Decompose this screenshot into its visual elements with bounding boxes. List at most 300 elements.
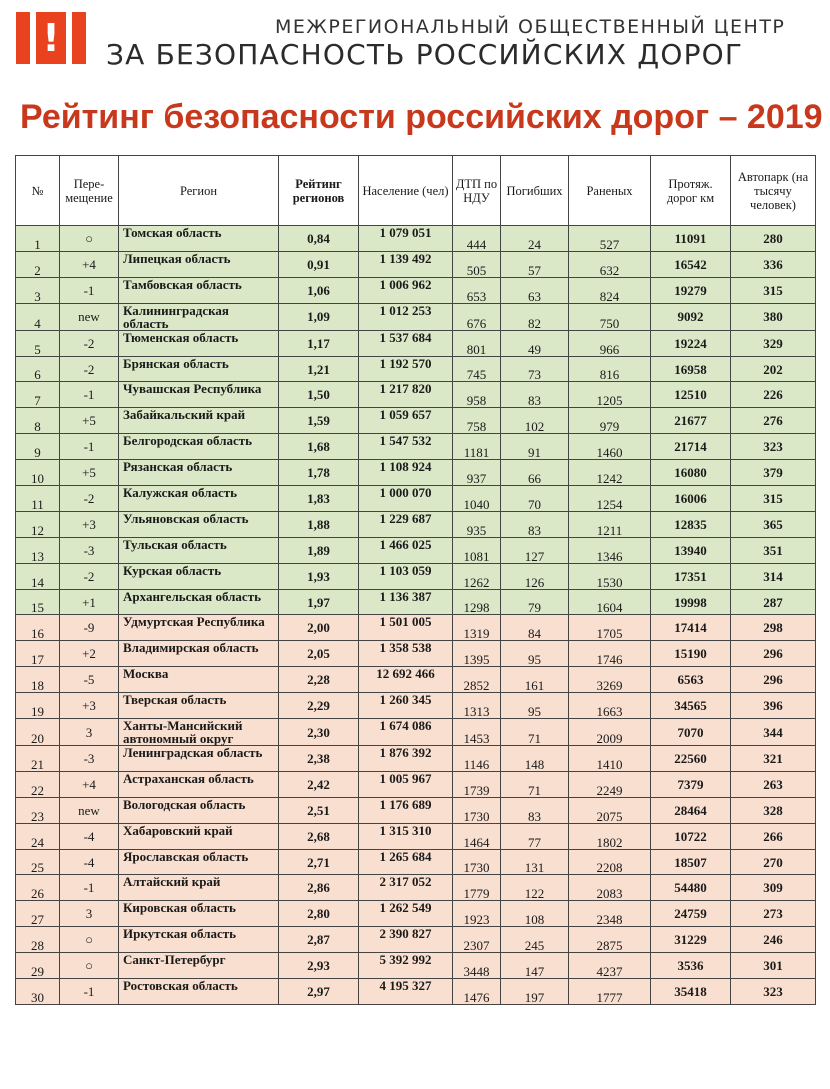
col-header-score: Рейтинг регионов <box>279 156 359 226</box>
cell-movement: -1 <box>60 875 119 901</box>
cell-movement: +3 <box>60 693 119 719</box>
cell-dead: 57 <box>501 251 569 277</box>
cell-injured: 527 <box>569 226 651 252</box>
logo-left-bar <box>30 12 36 64</box>
cell-population: 2 390 827 <box>359 927 453 953</box>
cell-population: 1 537 684 <box>359 330 453 356</box>
cell-score: 0,84 <box>279 226 359 252</box>
cell-dead: 126 <box>501 563 569 589</box>
cell-dead: 70 <box>501 486 569 512</box>
logo-right-bar <box>66 12 72 64</box>
cell-road-length: 17351 <box>651 563 731 589</box>
cell-road-length: 31229 <box>651 927 731 953</box>
col-header-fleet: Автопарк (на тысячу человек) <box>731 156 816 226</box>
table-row <box>16 849 816 875</box>
cell-dead: 127 <box>501 537 569 563</box>
col-header-accidents: ДТП по НДУ <box>453 156 501 226</box>
table-row <box>16 563 816 589</box>
header-row <box>16 156 816 226</box>
cell-fleet: 266 <box>731 823 816 849</box>
cell-injured: 1777 <box>569 979 651 1005</box>
cell-region: Брянская область <box>119 356 279 382</box>
cell-accidents: 1146 <box>453 746 501 772</box>
table-row <box>16 226 816 252</box>
table-row <box>16 330 816 356</box>
cell-fleet: 298 <box>731 615 816 641</box>
table-row <box>16 797 816 823</box>
cell-score: 2,00 <box>279 615 359 641</box>
cell-region: Калининградская область <box>119 303 279 330</box>
table-row <box>16 615 816 641</box>
cell-population: 1 501 005 <box>359 615 453 641</box>
cell-road-length: 17414 <box>651 615 731 641</box>
cell-score: 2,93 <box>279 953 359 979</box>
cell-road-length: 16542 <box>651 251 731 277</box>
cell-accidents: 801 <box>453 330 501 356</box>
cell-movement: -9 <box>60 615 119 641</box>
cell-score: 2,42 <box>279 771 359 797</box>
cell-fleet: 336 <box>731 251 816 277</box>
cell-population: 1 079 051 <box>359 226 453 252</box>
cell-fleet: 202 <box>731 356 816 382</box>
cell-dead: 147 <box>501 953 569 979</box>
cell-dead: 108 <box>501 901 569 927</box>
cell-dead: 71 <box>501 771 569 797</box>
cell-population: 2 317 052 <box>359 875 453 901</box>
cell-movement: +5 <box>60 460 119 486</box>
table-row <box>16 408 816 434</box>
cell-road-length: 34565 <box>651 693 731 719</box>
cell-num: 13 <box>16 537 60 563</box>
cell-road-length: 18507 <box>651 849 731 875</box>
cell-population: 5 392 992 <box>359 953 453 979</box>
cell-num: 26 <box>16 875 60 901</box>
cell-accidents: 444 <box>453 226 501 252</box>
cell-num: 23 <box>16 797 60 823</box>
cell-road-length: 3536 <box>651 953 731 979</box>
cell-population: 1 192 570 <box>359 356 453 382</box>
cell-movement: +4 <box>60 771 119 797</box>
cell-dead: 83 <box>501 797 569 823</box>
table-row <box>16 511 816 537</box>
cell-movement: ○ <box>60 953 119 979</box>
cell-injured: 632 <box>569 251 651 277</box>
exclamation-icon: ! <box>42 16 60 60</box>
cell-score: 2,38 <box>279 746 359 772</box>
cell-num: 21 <box>16 746 60 772</box>
cell-dead: 95 <box>501 693 569 719</box>
cell-num: 11 <box>16 486 60 512</box>
cell-region: Ростовская область <box>119 979 279 1005</box>
cell-num: 30 <box>16 979 60 1005</box>
cell-injured: 2009 <box>569 719 651 746</box>
cell-dead: 66 <box>501 460 569 486</box>
cell-injured: 2083 <box>569 875 651 901</box>
cell-injured: 1410 <box>569 746 651 772</box>
cell-dead: 79 <box>501 589 569 615</box>
cell-road-length: 19224 <box>651 330 731 356</box>
cell-fleet: 323 <box>731 979 816 1005</box>
cell-road-length: 16958 <box>651 356 731 382</box>
cell-injured: 2249 <box>569 771 651 797</box>
cell-fleet: 380 <box>731 303 816 330</box>
cell-num: 17 <box>16 641 60 667</box>
cell-population: 1 547 532 <box>359 434 453 460</box>
cell-score: 2,80 <box>279 901 359 927</box>
cell-fleet: 280 <box>731 226 816 252</box>
cell-num: 3 <box>16 277 60 303</box>
cell-road-length: 22560 <box>651 746 731 772</box>
cell-road-length: 28464 <box>651 797 731 823</box>
cell-population: 12 692 466 <box>359 667 453 693</box>
cell-injured: 2075 <box>569 797 651 823</box>
cell-injured: 3269 <box>569 667 651 693</box>
cell-population: 1 136 387 <box>359 589 453 615</box>
cell-accidents: 1181 <box>453 434 501 460</box>
cell-population: 1 000 070 <box>359 486 453 512</box>
cell-fleet: 396 <box>731 693 816 719</box>
cell-score: 2,51 <box>279 797 359 823</box>
cell-injured: 1663 <box>569 693 651 719</box>
cell-road-length: 6563 <box>651 667 731 693</box>
table-row <box>16 537 816 563</box>
cell-fleet: 296 <box>731 641 816 667</box>
cell-injured: 816 <box>569 356 651 382</box>
cell-road-length: 10722 <box>651 823 731 849</box>
cell-region: Рязанская область <box>119 460 279 486</box>
cell-fleet: 270 <box>731 849 816 875</box>
cell-dead: 24 <box>501 226 569 252</box>
cell-score: 2,97 <box>279 979 359 1005</box>
cell-movement: +5 <box>60 408 119 434</box>
cell-num: 8 <box>16 408 60 434</box>
cell-road-length: 7379 <box>651 771 731 797</box>
cell-fleet: 315 <box>731 486 816 512</box>
cell-accidents: 1730 <box>453 849 501 875</box>
cell-dead: 84 <box>501 615 569 641</box>
cell-score: 1,88 <box>279 511 359 537</box>
cell-dead: 102 <box>501 408 569 434</box>
cell-accidents: 958 <box>453 382 501 408</box>
cell-movement: -4 <box>60 849 119 875</box>
table-row <box>16 641 816 667</box>
cell-movement: ○ <box>60 927 119 953</box>
cell-road-length: 24759 <box>651 901 731 927</box>
cell-fleet: 296 <box>731 667 816 693</box>
cell-num: 25 <box>16 849 60 875</box>
table-row <box>16 251 816 277</box>
cell-fleet: 344 <box>731 719 816 746</box>
cell-region: Вологодская область <box>119 797 279 823</box>
cell-fleet: 226 <box>731 382 816 408</box>
cell-injured: 1705 <box>569 615 651 641</box>
table-row <box>16 667 816 693</box>
cell-score: 1,17 <box>279 330 359 356</box>
cell-region: Удмуртская Республика <box>119 615 279 641</box>
cell-score: 1,68 <box>279 434 359 460</box>
org-name-line1: МЕЖРЕГИОНАЛЬНЫЙ ОБЩЕСТВЕННЫЙ ЦЕНТР <box>275 16 786 38</box>
cell-movement: 3 <box>60 719 119 746</box>
cell-accidents: 935 <box>453 511 501 537</box>
col-header-move: Пере-мещение <box>60 156 119 226</box>
cell-num: 22 <box>16 771 60 797</box>
cell-injured: 2208 <box>569 849 651 875</box>
cell-movement: -1 <box>60 382 119 408</box>
cell-injured: 1346 <box>569 537 651 563</box>
cell-region: Астраханская область <box>119 771 279 797</box>
cell-movement: -2 <box>60 563 119 589</box>
cell-road-length: 15190 <box>651 641 731 667</box>
cell-num: 24 <box>16 823 60 849</box>
table-row <box>16 589 816 615</box>
cell-accidents: 937 <box>453 460 501 486</box>
table-row <box>16 927 816 953</box>
cell-region: Ульяновская область <box>119 511 279 537</box>
table-row <box>16 771 816 797</box>
cell-region: Ярославская область <box>119 849 279 875</box>
table-row <box>16 460 816 486</box>
col-header-region: Регион <box>119 156 279 226</box>
cell-injured: 750 <box>569 303 651 330</box>
cell-dead: 131 <box>501 849 569 875</box>
cell-num: 20 <box>16 719 60 746</box>
cell-fleet: 309 <box>731 875 816 901</box>
cell-score: 2,29 <box>279 693 359 719</box>
table-row <box>16 719 816 746</box>
cell-road-length: 16080 <box>651 460 731 486</box>
cell-accidents: 505 <box>453 251 501 277</box>
cell-population: 1 674 086 <box>359 719 453 746</box>
cell-num: 10 <box>16 460 60 486</box>
table-row <box>16 486 816 512</box>
cell-road-length: 16006 <box>651 486 731 512</box>
cell-num: 19 <box>16 693 60 719</box>
cell-population: 1 466 025 <box>359 537 453 563</box>
cell-score: 1,59 <box>279 408 359 434</box>
cell-region: Ханты-Мансийский автономный округ <box>119 719 279 746</box>
cell-score: 2,05 <box>279 641 359 667</box>
cell-score: 2,86 <box>279 875 359 901</box>
cell-movement: ○ <box>60 226 119 252</box>
table-body <box>16 226 816 1005</box>
cell-injured: 4237 <box>569 953 651 979</box>
cell-score: 2,71 <box>279 849 359 875</box>
cell-movement: -1 <box>60 434 119 460</box>
cell-accidents: 1298 <box>453 589 501 615</box>
cell-accidents: 2852 <box>453 667 501 693</box>
cell-num: 1 <box>16 226 60 252</box>
cell-population: 1 358 538 <box>359 641 453 667</box>
cell-road-length: 35418 <box>651 979 731 1005</box>
table-row <box>16 746 816 772</box>
cell-score: 1,78 <box>279 460 359 486</box>
cell-fleet: 314 <box>731 563 816 589</box>
cell-injured: 1604 <box>569 589 651 615</box>
cell-accidents: 1040 <box>453 486 501 512</box>
col-header-num: № <box>16 156 60 226</box>
cell-population: 1 229 687 <box>359 511 453 537</box>
cell-injured: 2875 <box>569 927 651 953</box>
table-row <box>16 875 816 901</box>
cell-injured: 1460 <box>569 434 651 460</box>
cell-score: 0,91 <box>279 251 359 277</box>
cell-dead: 148 <box>501 746 569 772</box>
cell-fleet: 321 <box>731 746 816 772</box>
cell-region: Белгородская область <box>119 434 279 460</box>
cell-injured: 1211 <box>569 511 651 537</box>
cell-population: 1 315 310 <box>359 823 453 849</box>
cell-road-length: 21677 <box>651 408 731 434</box>
cell-region: Липецкая область <box>119 251 279 277</box>
cell-region: Санкт-Петербург <box>119 953 279 979</box>
cell-road-length: 19998 <box>651 589 731 615</box>
cell-fleet: 351 <box>731 537 816 563</box>
cell-fleet: 263 <box>731 771 816 797</box>
cell-accidents: 1081 <box>453 537 501 563</box>
cell-dead: 73 <box>501 356 569 382</box>
cell-dead: 122 <box>501 875 569 901</box>
cell-dead: 82 <box>501 303 569 330</box>
cell-accidents: 1395 <box>453 641 501 667</box>
cell-dead: 71 <box>501 719 569 746</box>
cell-score: 1,50 <box>279 382 359 408</box>
cell-movement: -1 <box>60 277 119 303</box>
cell-movement: -3 <box>60 537 119 563</box>
cell-population: 1 260 345 <box>359 693 453 719</box>
cell-dead: 83 <box>501 511 569 537</box>
cell-region: Кировская область <box>119 901 279 927</box>
table-row <box>16 277 816 303</box>
cell-movement: -2 <box>60 356 119 382</box>
rating-table <box>15 155 816 1005</box>
table-header <box>16 156 816 226</box>
cell-road-length: 9092 <box>651 303 731 330</box>
cell-num: 5 <box>16 330 60 356</box>
cell-injured: 1205 <box>569 382 651 408</box>
cell-accidents: 1262 <box>453 563 501 589</box>
cell-accidents: 1319 <box>453 615 501 641</box>
cell-num: 16 <box>16 615 60 641</box>
cell-region: Ленинградская область <box>119 746 279 772</box>
cell-population: 1 006 962 <box>359 277 453 303</box>
cell-injured: 1242 <box>569 460 651 486</box>
table-row <box>16 953 816 979</box>
cell-region: Хабаровский край <box>119 823 279 849</box>
cell-accidents: 676 <box>453 303 501 330</box>
cell-score: 1,83 <box>279 486 359 512</box>
cell-region: Архангельская область <box>119 589 279 615</box>
cell-region: Тверская область <box>119 693 279 719</box>
cell-fleet: 328 <box>731 797 816 823</box>
cell-road-length: 19279 <box>651 277 731 303</box>
cell-movement: -5 <box>60 667 119 693</box>
logo <box>16 12 86 64</box>
cell-score: 1,06 <box>279 277 359 303</box>
cell-score: 2,28 <box>279 667 359 693</box>
cell-dead: 245 <box>501 927 569 953</box>
cell-region: Курская область <box>119 563 279 589</box>
cell-population: 1 103 059 <box>359 563 453 589</box>
cell-num: 18 <box>16 667 60 693</box>
cell-dead: 77 <box>501 823 569 849</box>
cell-accidents: 1313 <box>453 693 501 719</box>
cell-region: Иркутская область <box>119 927 279 953</box>
cell-injured: 1530 <box>569 563 651 589</box>
cell-score: 2,30 <box>279 719 359 746</box>
cell-movement: new <box>60 303 119 330</box>
cell-region: Алтайский край <box>119 875 279 901</box>
cell-fleet: 315 <box>731 277 816 303</box>
cell-population: 1 012 253 <box>359 303 453 330</box>
cell-score: 1,89 <box>279 537 359 563</box>
cell-movement: 3 <box>60 901 119 927</box>
cell-region: Забайкальский край <box>119 408 279 434</box>
cell-injured: 1746 <box>569 641 651 667</box>
cell-region: Томская область <box>119 226 279 252</box>
cell-road-length: 13940 <box>651 537 731 563</box>
cell-score: 1,93 <box>279 563 359 589</box>
col-header-dead: Погибших <box>501 156 569 226</box>
cell-road-length: 12835 <box>651 511 731 537</box>
cell-population: 1 108 924 <box>359 460 453 486</box>
cell-movement: -2 <box>60 330 119 356</box>
cell-region: Тюменская область <box>119 330 279 356</box>
cell-fleet: 246 <box>731 927 816 953</box>
cell-road-length: 54480 <box>651 875 731 901</box>
cell-num: 6 <box>16 356 60 382</box>
cell-dead: 161 <box>501 667 569 693</box>
cell-accidents: 1464 <box>453 823 501 849</box>
cell-region: Владимирская область <box>119 641 279 667</box>
cell-movement: -2 <box>60 486 119 512</box>
cell-dead: 95 <box>501 641 569 667</box>
cell-accidents: 653 <box>453 277 501 303</box>
table-row <box>16 823 816 849</box>
cell-fleet: 365 <box>731 511 816 537</box>
col-header-length: Протяж. дорог км <box>651 156 731 226</box>
cell-injured: 824 <box>569 277 651 303</box>
cell-population: 1 876 392 <box>359 746 453 772</box>
cell-dead: 63 <box>501 277 569 303</box>
cell-movement: -4 <box>60 823 119 849</box>
cell-num: 12 <box>16 511 60 537</box>
cell-dead: 49 <box>501 330 569 356</box>
cell-accidents: 1779 <box>453 875 501 901</box>
cell-accidents: 1453 <box>453 719 501 746</box>
org-name-line2: ЗА БЕЗОПАСНОСТЬ РОССИЙСКИХ ДОРОГ <box>106 38 744 71</box>
cell-fleet: 329 <box>731 330 816 356</box>
cell-accidents: 1730 <box>453 797 501 823</box>
cell-accidents: 1476 <box>453 979 501 1005</box>
cell-movement: -1 <box>60 979 119 1005</box>
cell-population: 1 059 657 <box>359 408 453 434</box>
col-header-population: Население (чел) <box>359 156 453 226</box>
cell-region: Москва <box>119 667 279 693</box>
cell-accidents: 3448 <box>453 953 501 979</box>
cell-accidents: 758 <box>453 408 501 434</box>
cell-num: 9 <box>16 434 60 460</box>
cell-num: 4 <box>16 303 60 330</box>
table-row <box>16 303 816 330</box>
cell-accidents: 2307 <box>453 927 501 953</box>
cell-num: 28 <box>16 927 60 953</box>
cell-num: 7 <box>16 382 60 408</box>
cell-injured: 966 <box>569 330 651 356</box>
cell-num: 15 <box>16 589 60 615</box>
cell-movement: +1 <box>60 589 119 615</box>
cell-movement: -3 <box>60 746 119 772</box>
cell-injured: 2348 <box>569 901 651 927</box>
